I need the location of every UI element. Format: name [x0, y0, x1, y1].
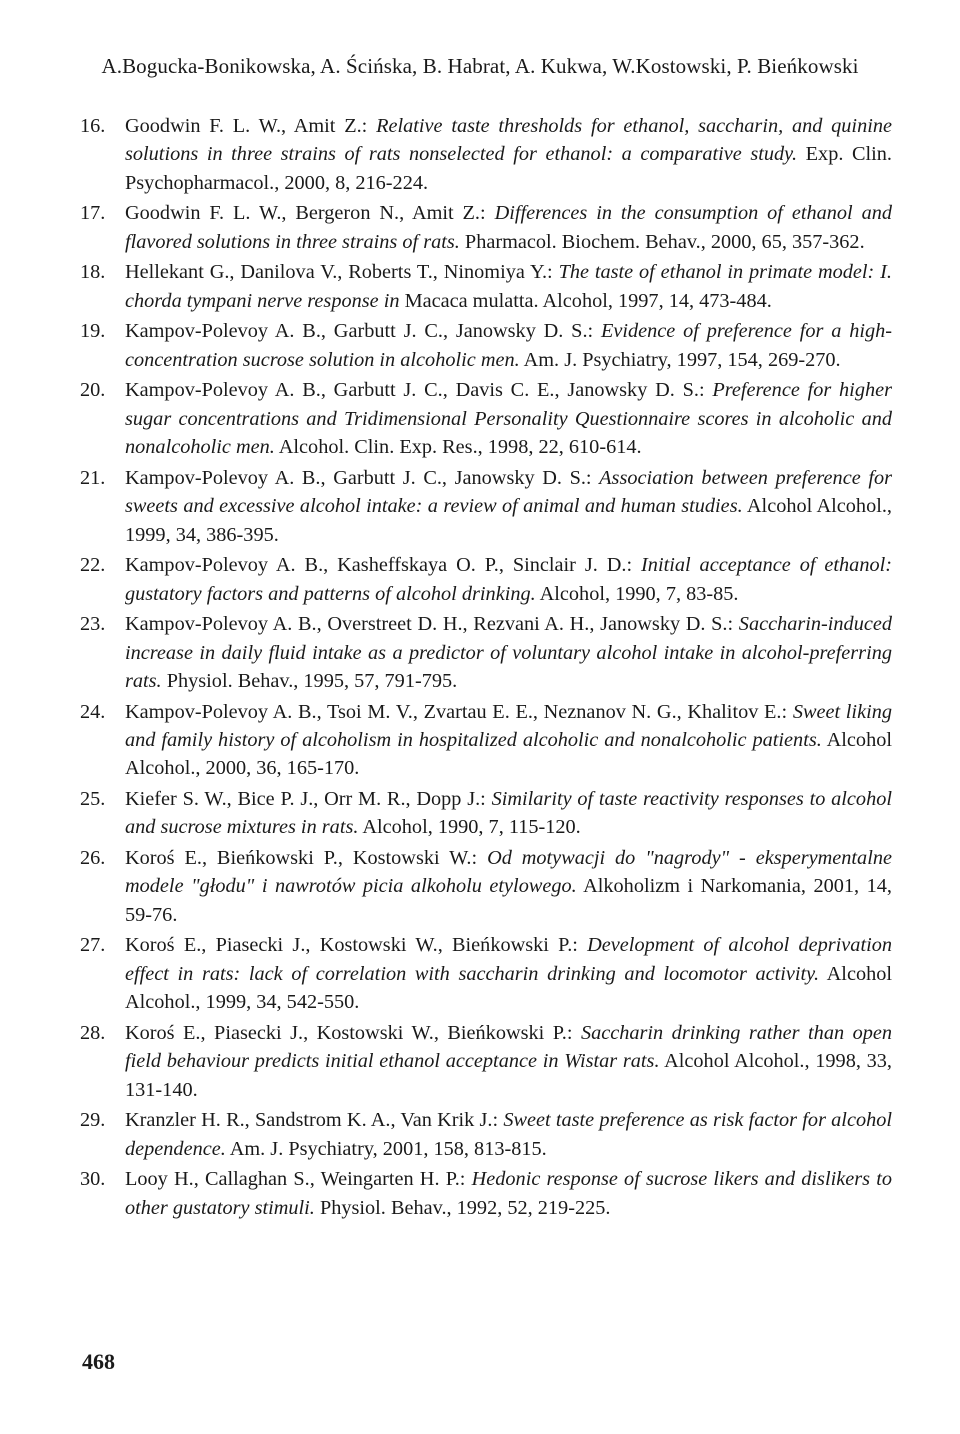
- reference-item: [80, 1019, 892, 1104]
- reference-item: [80, 931, 892, 1016]
- reference-source: Pharmacol. Biochem. Behav., 2000, 65, 357-362.: [459, 230, 865, 253]
- page-number: 468: [82, 1349, 115, 1374]
- reference-item: [80, 317, 892, 374]
- reference-authors: Kampov-Polevoy A. B., Overstreet D. H., Rezvani A. H., Janowsky D. S.:: [125, 613, 739, 636]
- reference-number: 22.: [80, 554, 106, 577]
- reference-title: Saccharin-induced increase in daily fluid intake as a predictor of voluntary alcohol intake in alcohol-preferring rats.: [125, 613, 892, 693]
- reference-authors: Kampov-Polevoy A. B., Garbutt J. C., Davis C. E., Janowsky D. S.:: [125, 379, 713, 402]
- reference-number: 28.: [80, 1021, 106, 1044]
- reference-title: Differences in the consumption of ethanol and flavored solutions in three strains of rats.: [125, 202, 892, 253]
- reference-source: Physiol. Behav., 1992, 52, 219-225.: [314, 1196, 611, 1219]
- reference-source: Alkoholizm i Narkomania, 2001, 14, 59-76.: [125, 875, 892, 926]
- reference-text: [125, 554, 892, 604]
- reference-item: [80, 844, 892, 929]
- reference-source: Macaca mulatta. Alcohol, 1997, 14, 473-484.: [399, 289, 772, 312]
- reference-authors: Kampov-Polevoy A. B., Garbutt J. C., Janowsky D. S.:: [125, 466, 600, 489]
- reference-title: Saccharin drinking rather than open field behaviour predicts initial ethanol acceptance in Wistar rats.: [125, 1021, 892, 1073]
- reference-authors: Koroś E., Piasecki J., Kostowski W., Bieńkowski P.:: [125, 934, 588, 957]
- reference-number: 17.: [80, 202, 106, 225]
- reference-item: [80, 698, 892, 783]
- reference-source: Exp. Clin. Psychopharmacol., 2000, 8, 216-224.: [125, 143, 892, 194]
- reference-item: [80, 258, 892, 315]
- reference-item: [80, 112, 892, 197]
- reference-text: [125, 701, 892, 780]
- reference-authors: Hellekant G., Danilova V., Roberts T., Ninomiya Y.:: [125, 261, 559, 284]
- reference-source: Am. J. Psychiatry, 1997, 154, 269-270.: [519, 348, 841, 371]
- reference-item: [80, 610, 892, 695]
- reference-number: 16.: [80, 115, 106, 137]
- reference-authors: Koroś E., Piasecki J., Kostowski W., Bieńkowski P.:: [125, 1021, 581, 1044]
- reference-text: [125, 1022, 892, 1101]
- reference-title: Evidence of preference for a high-concentration sucrose solution in alcoholic men.: [125, 320, 893, 371]
- reference-text: [125, 320, 892, 370]
- reference-item: [80, 785, 892, 842]
- reference-source: Alcohol Alcohol., 1999, 34, 386-395.: [125, 495, 892, 546]
- reference-text: [125, 788, 892, 838]
- reference-authors: Kampov-Polevoy A. B., Kasheffskaya O. P., Sinclair J. D.:: [125, 554, 642, 577]
- reference-source: Physiol. Behav., 1995, 57, 791-795.: [161, 670, 458, 693]
- reference-authors: Kampov-Polevoy A. B., Tsoi M. V., Zvartau E. E., Neznanov N. G., Khalitov E.:: [125, 700, 793, 723]
- reference-number: 20.: [80, 379, 106, 402]
- reference-number: 23.: [80, 613, 106, 636]
- reference-text: [125, 934, 892, 1013]
- reference-authors: Looy H., Callaghan S., Weingarten H. P.:: [125, 1168, 472, 1191]
- reference-authors: Goodwin F. L. W., Bergeron N., Amit Z.:: [125, 202, 495, 225]
- reference-number: 18.: [80, 261, 106, 284]
- reference-item: [80, 376, 892, 461]
- reference-number: 24.: [80, 700, 106, 723]
- reference-title: Similarity of taste reactivity responses to alcohol and sucrose mixtures in rats.: [125, 788, 892, 839]
- reference-authors: Koroś E., Bieńkowski P., Kostowski W.:: [125, 847, 488, 870]
- reference-source: Alcohol Alcohol., 1999, 34, 542-550.: [125, 962, 892, 1014]
- reference-source: Alcohol Alcohol., 2000, 36, 165-170.: [125, 729, 892, 780]
- reference-source: Alcohol, 1990, 7, 115-120.: [358, 816, 581, 839]
- reference-source: Alcohol. Clin. Exp. Res., 1998, 22, 610-614.: [274, 436, 642, 459]
- reference-title: Od motywacji do "nagrody" - eksperymentalne modele "głodu" i nawrotów picia alkoholu etylowego.: [125, 847, 892, 898]
- reference-list: [80, 112, 892, 1224]
- reference-title: Development of alcohol deprivation effect in rats: lack of correlation with saccharin drinking and locomotor activity.: [125, 934, 892, 985]
- reference-text: [125, 202, 892, 252]
- reference-title: Preference for higher sugar concentrations and Tridimensional Personality Questionnaire scores in alcoholic and nonalcoholic men.: [125, 379, 892, 459]
- reference-authors: Kranzler H. R., Sandstrom K. A., Van Krik J.:: [125, 1109, 504, 1132]
- reference-item: [80, 1165, 892, 1222]
- reference-title: Relative taste thresholds for ethanol, saccharin, and quinine solutions in three strains of rats nonselected for ethanol: a comparative study.: [125, 115, 892, 166]
- reference-title: The taste of ethanol in primate model: I. chorda tympani nerve response in: [125, 261, 893, 312]
- reference-text: [125, 847, 892, 926]
- reference-text: [125, 379, 892, 458]
- reference-text: [125, 1168, 892, 1218]
- reference-item: [80, 464, 892, 549]
- reference-item: [80, 551, 892, 608]
- reference-text: [125, 115, 892, 194]
- reference-authors: Kampov-Polevoy A. B., Garbutt J. C., Janowsky D. S.:: [125, 320, 601, 343]
- reference-number: 21.: [80, 466, 106, 489]
- reference-number: 25.: [80, 788, 106, 811]
- reference-title: Association between preference for sweets and excessive alcohol intake: a review of animal and human studies.: [125, 466, 892, 518]
- reference-text: [125, 467, 892, 546]
- reference-number: 19.: [80, 320, 106, 343]
- reference-item: [80, 199, 892, 256]
- reference-number: 30.: [80, 1168, 106, 1191]
- reference-number: 27.: [80, 934, 106, 957]
- reference-title: Initial acceptance of ethanol: gustatory factors and patterns of alcohol drinking.: [125, 554, 892, 605]
- reference-source: Alcohol, 1990, 7, 83-85.: [535, 582, 739, 605]
- reference-title: Sweet taste preference as risk factor for alcohol dependence.: [125, 1109, 892, 1160]
- reference-text: [125, 261, 892, 311]
- reference-text: [125, 1109, 892, 1159]
- reference-item: [80, 1106, 892, 1163]
- reference-number: 26.: [80, 847, 106, 870]
- reference-number: 29.: [80, 1109, 106, 1132]
- reference-source: Am. J. Psychiatry, 2001, 158, 813-815.: [225, 1137, 547, 1160]
- running-header: A.Bogucka-Bonikowska, A. Ścińska, B. Habrat, A. Kukwa, W.Kostowski, P. Bieńkowski: [101, 54, 859, 78]
- reference-authors: Goodwin F. L. W., Amit Z.:: [125, 115, 377, 137]
- reference-text: [125, 613, 892, 692]
- reference-title: Hedonic response of sucrose likers and dislikers to other gustatory stimuli.: [125, 1168, 892, 1219]
- reference-authors: Kiefer S. W., Bice P. J., Orr M. R., Dopp J.:: [125, 788, 492, 811]
- reference-source: Alcohol Alcohol., 1998, 33, 131-140.: [125, 1050, 892, 1101]
- reference-title: Sweet liking and family history of alcoholism in hospitalized alcoholic and nonalcoholic patients.: [125, 700, 892, 752]
